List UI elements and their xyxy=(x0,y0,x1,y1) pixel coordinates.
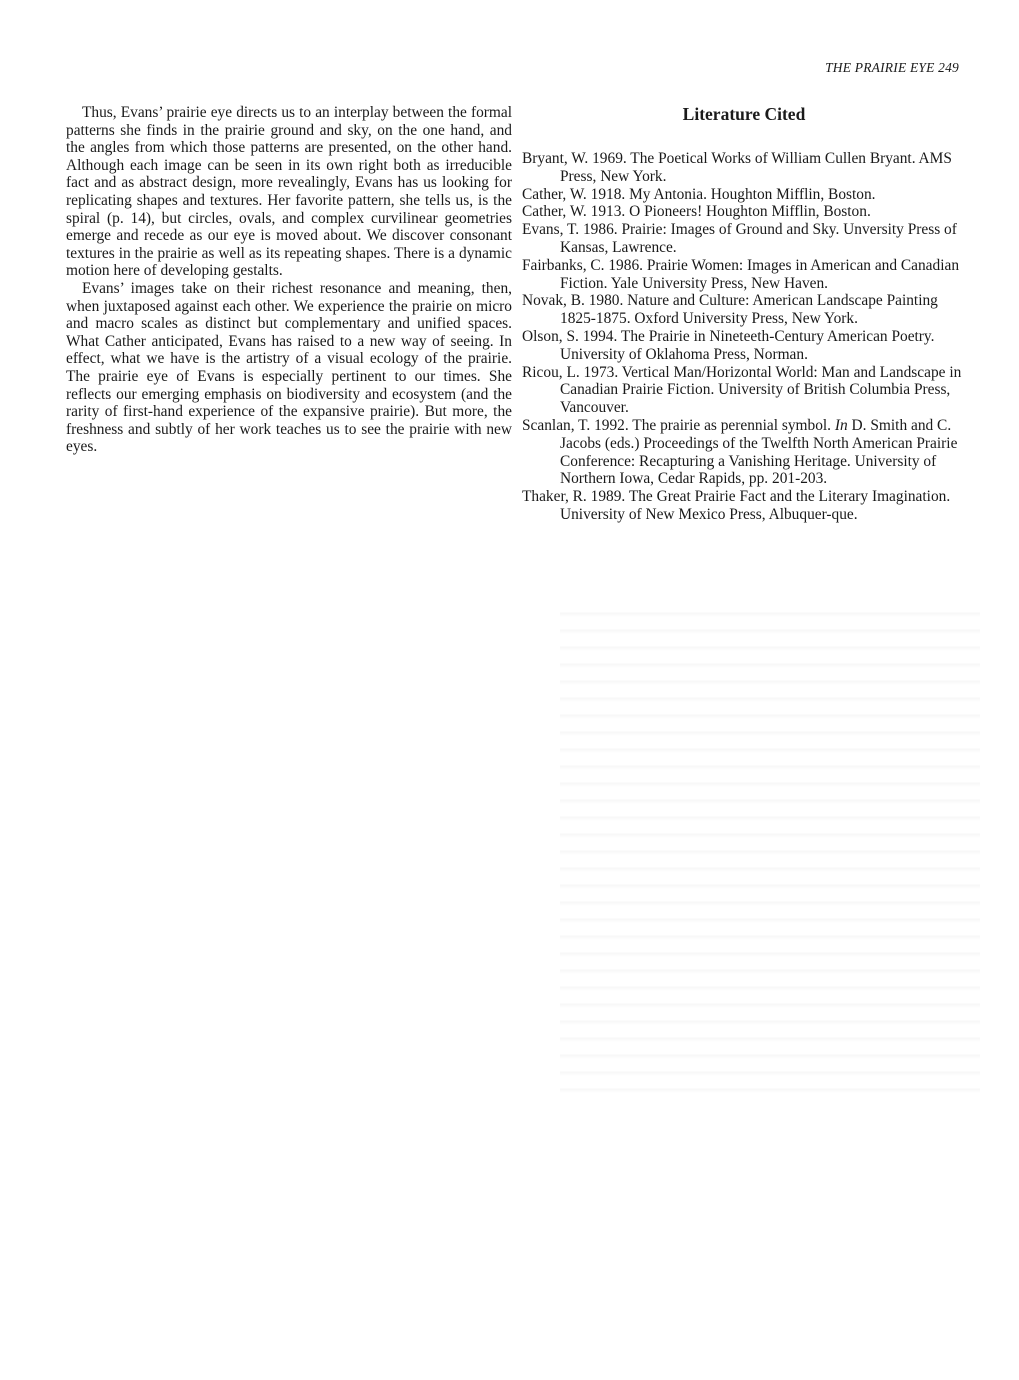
reference-text: Olson, S. 1994. The Prairie in Nineteeth-Century American Poetry. University of Oklahoma Press, Norman. xyxy=(522,327,935,363)
section-heading: Literature Cited xyxy=(682,104,806,124)
reference-text: Novak, B. 1980. Nature and Culture: American Landscape Painting 1825-1875. Oxford University Press, New York. xyxy=(522,292,938,328)
reference-text: Bryant, W. 1969. The Poetical Works of William Cullen Bryant. AMS Press, New York. xyxy=(522,150,952,185)
reference-item xyxy=(522,150,966,186)
reference-text: Evans, T. 1986. Prairie: Images of Ground and Sky. Unversity Press of Kansas, Lawrence. xyxy=(522,221,957,256)
literature-cited-section xyxy=(522,104,966,524)
reference-text: Scanlan, T. 1992. The prairie as perennial symbol. xyxy=(522,416,835,434)
body-paragraph: Thus, Evans’ prairie eye directs us to an interplay between the formal patterns she finds in the prairie ground and sky, on the one hand, and the angles from which those patterns are presented, on the other hand. Although each image can be seen in its own right both as irreducible fact and as abstract design, more revealingly, Evans has us looking for replicating shapes and textures. Her favorite pattern, she tells us, is the spiral (p. 14), but circles, ovals, and complex curvilinear geometries emerge and recede as our eye is moved about. We discover consonant textures in the prairie as well as its repeating shapes. There is a dynamic motion here of developing gestalts. xyxy=(66,104,512,280)
reference-italic: In xyxy=(834,416,848,434)
reference-text: Ricou, L. 1973. Vertical Man/Horizontal World: Man and Landscape in Canadian Prairie Fiction. University of British Columbia Press, Vancouver. xyxy=(522,363,962,417)
reference-item xyxy=(522,257,966,293)
reference-item xyxy=(522,364,966,417)
running-head: THE PRAIRIE EYE 249 xyxy=(825,60,959,75)
reference-item xyxy=(522,203,966,221)
reference-text: Thaker, R. 1989. The Great Prairie Fact and the Literary Imagination. University of New Mexico Press, Albuquer-que. xyxy=(522,488,951,523)
reference-item xyxy=(522,186,966,204)
body-paragraph: Evans’ images take on their richest resonance and meaning, then, when juxtaposed against each other. We experience the prairie on micro and macro scales as distinct but complementary and unified spaces. What Cather anticipated, Evans has raised to a new way of seeing. In effect, what we have is the artistry of a visual ecology of the prairie. The prairie eye of Evans is especially pertinent to our times. She reflects our emerging emphasis on biodiversity and ecosystem (and the rarity of first-hand experience of the expansive prairie). But more, the freshness and subtly of her work teaches us to see the prairie with new eyes. xyxy=(66,279,512,456)
reference-item xyxy=(522,417,966,488)
reference-text: D. Smith and C. Jacobs (eds.) Proceedings of the Twelfth North American Prairie Conference: Recapturing a Vanishing Heritage. University of Northern Iowa, Cedar Rapids, pp. 201-203. xyxy=(560,416,958,488)
reference-item xyxy=(522,328,966,364)
reference-item xyxy=(522,221,966,257)
body-text-column xyxy=(66,104,512,456)
reference-item xyxy=(522,488,966,524)
reference-item xyxy=(522,292,966,328)
reference-text: Fairbanks, C. 1986. Prairie Women: Images in American and Canadian Fiction. Yale University Press, New Haven. xyxy=(522,256,960,292)
reference-text: Cather, W. 1913. O Pioneers! Houghton Mifflin, Boston. xyxy=(522,203,871,221)
reference-text: Cather, W. 1918. My Antonia. Houghton Mifflin, Boston. xyxy=(522,185,876,203)
show-through-texture xyxy=(560,600,980,1100)
